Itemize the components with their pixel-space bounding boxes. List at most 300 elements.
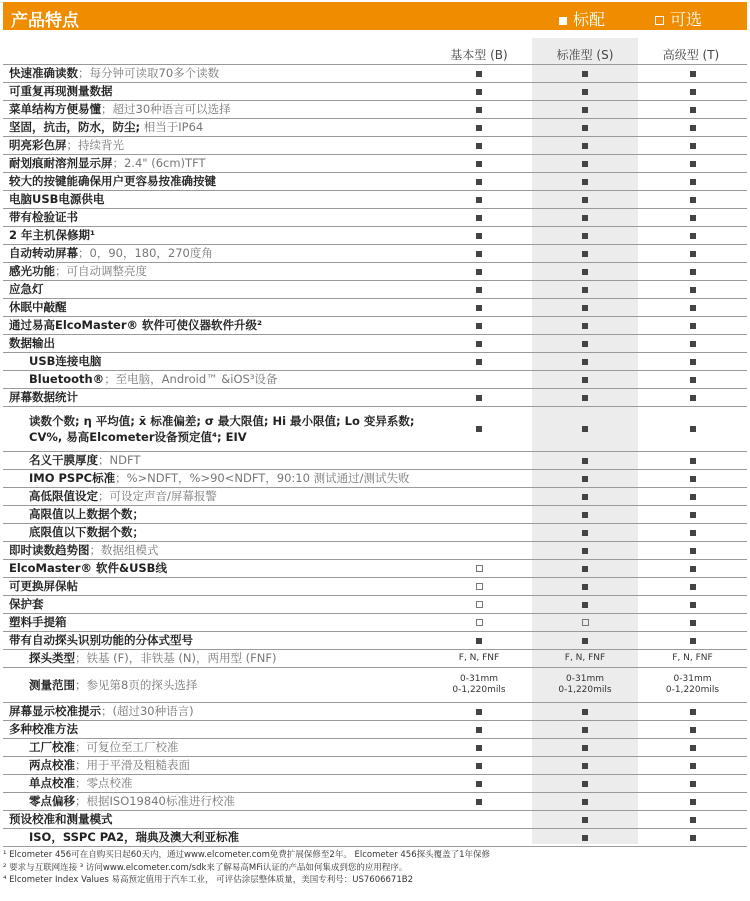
standard-square-icon bbox=[582, 530, 588, 536]
feature-label bbox=[3, 65, 426, 83]
feature-cell bbox=[426, 137, 532, 155]
feature-name: 带有自动探头识别功能的分体式型号 bbox=[9, 633, 193, 647]
feature-cell bbox=[426, 101, 532, 119]
standard-square-icon bbox=[690, 709, 696, 715]
feature-row bbox=[3, 407, 747, 452]
feature-row bbox=[3, 119, 747, 137]
standard-square-icon bbox=[476, 197, 482, 203]
feature-label bbox=[3, 506, 426, 524]
standard-square-icon bbox=[476, 89, 482, 95]
feature-row bbox=[3, 389, 747, 407]
feature-cell bbox=[638, 209, 747, 227]
feature-name: 塑料手提箱 bbox=[9, 615, 67, 629]
feature-cell bbox=[532, 596, 638, 614]
standard-square-icon bbox=[582, 458, 588, 464]
feature-name: 感光功能 bbox=[9, 264, 55, 278]
feature-name: 带有检验证书 bbox=[9, 210, 78, 224]
feature-cell bbox=[532, 263, 638, 281]
standard-square-icon bbox=[690, 763, 696, 769]
feature-cell bbox=[638, 775, 747, 793]
standard-square-icon bbox=[582, 745, 588, 751]
feature-name: 可更换屏保帖 bbox=[9, 579, 78, 593]
feature-name: 自动转动屏幕 bbox=[9, 246, 78, 260]
feature-name: 较大的按键能确保用户更容易按准确按键 bbox=[9, 174, 216, 188]
cell-text: F, N, FNF bbox=[458, 653, 500, 663]
feature-cell bbox=[638, 614, 747, 632]
standard-square-icon bbox=[582, 395, 588, 401]
standard-square-icon bbox=[582, 494, 588, 500]
standard-square-icon bbox=[476, 287, 482, 293]
feature-cell bbox=[426, 739, 532, 757]
standard-square-icon bbox=[476, 709, 482, 715]
feature-label bbox=[3, 299, 426, 317]
feature-name: 应急灯 bbox=[9, 282, 44, 296]
feature-label bbox=[3, 793, 426, 811]
feature-cell bbox=[638, 452, 747, 470]
feature-row bbox=[3, 227, 747, 245]
standard-square-icon bbox=[582, 305, 588, 311]
feature-cell bbox=[426, 452, 532, 470]
standard-square-icon bbox=[476, 395, 482, 401]
feature-label bbox=[3, 811, 426, 829]
feature-row bbox=[3, 452, 747, 470]
feature-cell bbox=[426, 209, 532, 227]
feature-label bbox=[3, 227, 426, 245]
feature-label bbox=[3, 101, 426, 119]
feature-cell bbox=[532, 739, 638, 757]
standard-square-icon bbox=[582, 727, 588, 733]
feature-label bbox=[3, 488, 426, 506]
feature-cell bbox=[638, 353, 747, 371]
standard-square-icon bbox=[690, 395, 696, 401]
feature-label bbox=[3, 137, 426, 155]
feature-cell bbox=[426, 614, 532, 632]
standard-square-icon bbox=[690, 727, 696, 733]
feature-row bbox=[3, 335, 747, 353]
feature-cell bbox=[638, 632, 747, 650]
feature-name: 保护套 bbox=[9, 597, 44, 611]
filled-square-icon bbox=[559, 17, 567, 25]
feature-cell bbox=[426, 299, 532, 317]
feature-row bbox=[3, 245, 747, 263]
standard-square-icon bbox=[690, 107, 696, 113]
standard-square-icon bbox=[690, 566, 696, 572]
standard-square-icon bbox=[476, 161, 482, 167]
feature-cell bbox=[532, 407, 638, 452]
feature-cell bbox=[426, 470, 532, 488]
feature-cell bbox=[532, 335, 638, 353]
standard-square-icon bbox=[582, 781, 588, 787]
footnotes bbox=[3, 849, 747, 887]
feature-name: 高低限值设定 bbox=[29, 489, 98, 503]
standard-square-icon bbox=[582, 251, 588, 257]
feature-name: Bluetooth® bbox=[29, 372, 105, 386]
standard-square-icon bbox=[690, 799, 696, 805]
standard-square-icon bbox=[582, 359, 588, 365]
feature-cell bbox=[426, 650, 532, 668]
feature-cell bbox=[426, 721, 532, 739]
feature-cell bbox=[532, 811, 638, 829]
legend-optional-label: 可选 bbox=[670, 10, 703, 29]
feature-cell bbox=[638, 524, 747, 542]
feature-cell bbox=[532, 155, 638, 173]
feature-name: 屏幕显示校准提示 bbox=[9, 704, 101, 718]
feature-cell bbox=[426, 191, 532, 209]
standard-square-icon bbox=[690, 287, 696, 293]
feature-row bbox=[3, 506, 747, 524]
feature-cell bbox=[638, 703, 747, 721]
feature-name: IMO PSPC标准 bbox=[29, 471, 116, 485]
feature-name: 电脑USB电源供电 bbox=[9, 192, 105, 206]
feature-cell bbox=[532, 632, 638, 650]
feature-row bbox=[3, 668, 747, 703]
feature-cell bbox=[426, 668, 532, 703]
standard-square-icon bbox=[582, 835, 588, 841]
feature-cell bbox=[532, 650, 638, 668]
feature-note: ；铁基 (F)，非铁基 (N)，两用型 (FNF) bbox=[75, 651, 277, 665]
feature-row bbox=[3, 317, 747, 335]
feature-cell bbox=[532, 209, 638, 227]
feature-cell bbox=[532, 83, 638, 101]
feature-row bbox=[3, 703, 747, 721]
feature-row bbox=[3, 596, 747, 614]
feature-note: 相当于IP64 bbox=[140, 120, 204, 134]
standard-square-icon bbox=[582, 512, 588, 518]
feature-cell bbox=[638, 83, 747, 101]
feature-row bbox=[3, 578, 747, 596]
feature-cell bbox=[532, 353, 638, 371]
feature-label bbox=[3, 281, 426, 299]
feature-cell bbox=[532, 245, 638, 263]
standard-square-icon bbox=[476, 71, 482, 77]
feature-cell bbox=[638, 245, 747, 263]
optional-square-icon bbox=[476, 619, 483, 626]
feature-name: 探头类型 bbox=[29, 651, 75, 665]
feature-row bbox=[3, 488, 747, 506]
feature-label bbox=[3, 632, 426, 650]
standard-square-icon bbox=[690, 197, 696, 203]
standard-square-icon bbox=[476, 107, 482, 113]
feature-cell bbox=[638, 371, 747, 389]
standard-square-icon bbox=[582, 584, 588, 590]
feature-cell bbox=[638, 101, 747, 119]
feature-cell bbox=[638, 793, 747, 811]
standard-square-icon bbox=[690, 233, 696, 239]
feature-cell bbox=[638, 542, 747, 560]
standard-square-icon bbox=[476, 763, 482, 769]
standard-square-icon bbox=[690, 530, 696, 536]
feature-row bbox=[3, 542, 747, 560]
feature-row bbox=[3, 775, 747, 793]
feature-label bbox=[3, 119, 426, 137]
feature-cell bbox=[532, 829, 638, 847]
feature-cell bbox=[426, 506, 532, 524]
feature-name: 可重复再现测量数据 bbox=[9, 84, 113, 98]
feature-cell bbox=[426, 263, 532, 281]
feature-cell bbox=[426, 119, 532, 137]
feature-note: ；(超过30种语言) bbox=[101, 704, 194, 718]
feature-name: 明亮彩色屏 bbox=[9, 138, 67, 152]
feature-cell bbox=[426, 829, 532, 847]
standard-square-icon bbox=[690, 476, 696, 482]
feature-label bbox=[3, 263, 426, 281]
feature-name: 休眠中敲醒 bbox=[9, 300, 67, 314]
feature-label bbox=[3, 578, 426, 596]
feature-row bbox=[3, 65, 747, 83]
feature-label bbox=[3, 650, 426, 668]
standard-square-icon bbox=[476, 745, 482, 751]
standard-square-icon bbox=[476, 215, 482, 221]
feature-cell bbox=[426, 542, 532, 560]
standard-square-icon bbox=[582, 143, 588, 149]
feature-row bbox=[3, 137, 747, 155]
feature-cell bbox=[532, 560, 638, 578]
standard-square-icon bbox=[690, 341, 696, 347]
feature-row bbox=[3, 721, 747, 739]
feature-cell bbox=[426, 632, 532, 650]
feature-cell bbox=[638, 721, 747, 739]
feature-label bbox=[3, 173, 426, 191]
standard-square-icon bbox=[690, 71, 696, 77]
feature-cell bbox=[638, 299, 747, 317]
feature-row bbox=[3, 829, 747, 847]
feature-name: 名义干膜厚度 bbox=[29, 453, 98, 467]
feature-cell bbox=[532, 452, 638, 470]
feature-name: ElcoMaster® 软件&USB线 bbox=[9, 561, 167, 575]
standard-square-icon bbox=[582, 763, 588, 769]
standard-square-icon bbox=[582, 426, 588, 432]
standard-square-icon bbox=[690, 584, 696, 590]
standard-square-icon bbox=[582, 377, 588, 383]
standard-square-icon bbox=[582, 125, 588, 131]
feature-cell bbox=[532, 524, 638, 542]
feature-cell bbox=[532, 703, 638, 721]
standard-square-icon bbox=[582, 602, 588, 608]
feature-cell bbox=[426, 407, 532, 452]
standard-square-icon bbox=[476, 233, 482, 239]
standard-square-icon bbox=[476, 323, 482, 329]
feature-note: ；0，90，180，270度角 bbox=[78, 246, 213, 260]
feature-row bbox=[3, 209, 747, 227]
feature-note: ；%>NDFT，%>90<NDFT，90:10 测试通过/测试失败 bbox=[115, 471, 410, 485]
standard-square-icon bbox=[582, 269, 588, 275]
open-square-icon bbox=[655, 16, 664, 25]
feature-name: 菜单结构方便易懂 bbox=[9, 102, 101, 116]
feature-name: 快速准确读数 bbox=[9, 66, 78, 80]
standard-square-icon bbox=[582, 233, 588, 239]
feature-cell bbox=[426, 811, 532, 829]
feature-name: 读数个数; η 平均值; x̄ 标准偏差; σ 最大限值; Hi 最小限值; Lo 变异系数; CV%, 易高Elcometer设备预定值⁴; EIV bbox=[29, 414, 415, 444]
feature-name: 即时读数趋势图 bbox=[9, 543, 90, 557]
feature-label bbox=[3, 452, 426, 470]
feature-label bbox=[3, 470, 426, 488]
standard-square-icon bbox=[476, 426, 482, 432]
standard-square-icon bbox=[476, 179, 482, 185]
feature-cell bbox=[638, 470, 747, 488]
feature-row bbox=[3, 560, 747, 578]
feature-label bbox=[3, 524, 426, 542]
feature-label bbox=[3, 245, 426, 263]
feature-label bbox=[3, 560, 426, 578]
feature-cell bbox=[532, 578, 638, 596]
standard-square-icon bbox=[476, 251, 482, 257]
feature-note: ；每分钟可读取70多个读数 bbox=[78, 66, 220, 80]
standard-square-icon bbox=[690, 426, 696, 432]
standard-square-icon bbox=[690, 377, 696, 383]
feature-label bbox=[3, 155, 426, 173]
feature-label bbox=[3, 757, 426, 775]
feature-note: ；参见第8页的探头选择 bbox=[75, 677, 198, 692]
feature-cell bbox=[426, 703, 532, 721]
standard-square-icon bbox=[690, 835, 696, 841]
column-header-basic: 基本型 (B) bbox=[450, 48, 508, 62]
section-header bbox=[3, 2, 747, 30]
standard-square-icon bbox=[582, 817, 588, 823]
footnote-1: ¹ Elcometer 456可在自购买日起60天内，通过www.elcometer.com免费扩展保修至2年。 Elcometer 456探头覆盖了1年保修 bbox=[3, 850, 491, 860]
standard-square-icon bbox=[690, 269, 696, 275]
feature-cell bbox=[532, 614, 638, 632]
feature-cell bbox=[532, 227, 638, 245]
feature-row bbox=[3, 155, 747, 173]
feature-cell bbox=[426, 389, 532, 407]
feature-label bbox=[3, 614, 426, 632]
standard-square-icon bbox=[476, 341, 482, 347]
standard-square-icon bbox=[582, 548, 588, 554]
feature-label bbox=[3, 317, 426, 335]
feature-cell bbox=[426, 317, 532, 335]
feature-name: 底限值以下数据个数； bbox=[29, 525, 144, 539]
legend-standard bbox=[559, 7, 605, 30]
feature-name: 2 年主机保修期¹ bbox=[9, 228, 96, 242]
feature-cell bbox=[426, 83, 532, 101]
standard-square-icon bbox=[690, 602, 696, 608]
feature-cell bbox=[638, 155, 747, 173]
standard-square-icon bbox=[690, 215, 696, 221]
feature-label bbox=[3, 407, 426, 452]
feature-note: ；NDFT bbox=[98, 453, 141, 467]
feature-row bbox=[3, 353, 747, 371]
feature-note: ；用于平滑及粗糙表面 bbox=[75, 758, 190, 772]
feature-cell bbox=[426, 560, 532, 578]
standard-square-icon bbox=[690, 458, 696, 464]
standard-square-icon bbox=[690, 89, 696, 95]
feature-row bbox=[3, 757, 747, 775]
feature-row bbox=[3, 173, 747, 191]
feature-label bbox=[3, 721, 426, 739]
standard-square-icon bbox=[582, 215, 588, 221]
feature-name: 通过易高ElcoMaster® 软件可使仪器软件升级² bbox=[9, 318, 263, 332]
feature-cell bbox=[638, 650, 747, 668]
feature-row bbox=[3, 811, 747, 829]
feature-name: 耐划痕耐溶剂显示屏 bbox=[9, 156, 113, 170]
cell-text: 0-31mm 0-1,220mils bbox=[558, 674, 612, 695]
feature-name: 多种校准方法 bbox=[9, 722, 78, 736]
feature-note: ；至电脑，Android™ &iOS³设备 bbox=[104, 372, 278, 386]
feature-cell bbox=[638, 407, 747, 452]
feature-label bbox=[3, 739, 426, 757]
feature-label bbox=[3, 371, 426, 389]
feature-cell bbox=[638, 173, 747, 191]
feature-row bbox=[3, 191, 747, 209]
legend-optional bbox=[655, 7, 702, 30]
standard-square-icon bbox=[476, 359, 482, 365]
standard-square-icon bbox=[582, 709, 588, 715]
feature-cell bbox=[532, 389, 638, 407]
feature-cell bbox=[532, 137, 638, 155]
feature-cell bbox=[638, 281, 747, 299]
standard-square-icon bbox=[690, 179, 696, 185]
feature-cell bbox=[532, 119, 638, 137]
standard-square-icon bbox=[476, 799, 482, 805]
feature-cell bbox=[638, 317, 747, 335]
standard-square-icon bbox=[582, 341, 588, 347]
feature-cell bbox=[638, 829, 747, 847]
standard-square-icon bbox=[582, 287, 588, 293]
feature-cell bbox=[638, 811, 747, 829]
feature-name: 测量范围 bbox=[29, 677, 75, 692]
feature-cell bbox=[532, 506, 638, 524]
feature-cell bbox=[426, 173, 532, 191]
feature-row bbox=[3, 650, 747, 668]
feature-label bbox=[3, 542, 426, 560]
cell-text: F, N, FNF bbox=[564, 653, 606, 663]
standard-square-icon bbox=[476, 305, 482, 311]
standard-square-icon bbox=[690, 512, 696, 518]
feature-label bbox=[3, 335, 426, 353]
standard-square-icon bbox=[690, 494, 696, 500]
feature-label bbox=[3, 703, 426, 721]
standard-square-icon bbox=[690, 817, 696, 823]
standard-square-icon bbox=[582, 197, 588, 203]
standard-square-icon bbox=[582, 107, 588, 113]
feature-cell bbox=[532, 191, 638, 209]
feature-cell bbox=[638, 119, 747, 137]
feature-cell bbox=[532, 470, 638, 488]
feature-cell bbox=[426, 155, 532, 173]
feature-table bbox=[3, 64, 747, 847]
feature-cell bbox=[638, 560, 747, 578]
feature-cell bbox=[426, 775, 532, 793]
standard-square-icon bbox=[690, 745, 696, 751]
feature-note: ；超过30种语言可以选择 bbox=[101, 102, 231, 116]
column-header-top: 高级型 (T) bbox=[662, 48, 720, 62]
feature-note: ；可设定声音/屏幕报警 bbox=[98, 489, 217, 503]
feature-note: ；持续背光 bbox=[66, 138, 124, 152]
feature-cell bbox=[532, 371, 638, 389]
feature-cell bbox=[426, 335, 532, 353]
feature-name: 坚固，抗击，防水，防尘; bbox=[9, 120, 141, 134]
feature-row bbox=[3, 281, 747, 299]
feature-note: ；可自动调整亮度 bbox=[55, 264, 147, 278]
cell-text: 0-31mm 0-1,220mils bbox=[452, 674, 506, 695]
feature-row bbox=[3, 793, 747, 811]
feature-cell bbox=[532, 299, 638, 317]
feature-note: ；零点校准 bbox=[75, 776, 133, 790]
feature-cell bbox=[426, 227, 532, 245]
feature-note: ；2.4" (6cm)TFT bbox=[112, 156, 206, 170]
feature-row bbox=[3, 83, 747, 101]
feature-cell bbox=[532, 542, 638, 560]
feature-row bbox=[3, 371, 747, 389]
standard-square-icon bbox=[690, 305, 696, 311]
standard-square-icon bbox=[476, 269, 482, 275]
feature-label bbox=[3, 829, 426, 847]
standard-square-icon bbox=[476, 143, 482, 149]
feature-label bbox=[3, 775, 426, 793]
feature-note: ；根据ISO19840标准进行校准 bbox=[75, 794, 235, 808]
feature-cell bbox=[638, 488, 747, 506]
feature-name: 两点校准 bbox=[29, 758, 75, 772]
